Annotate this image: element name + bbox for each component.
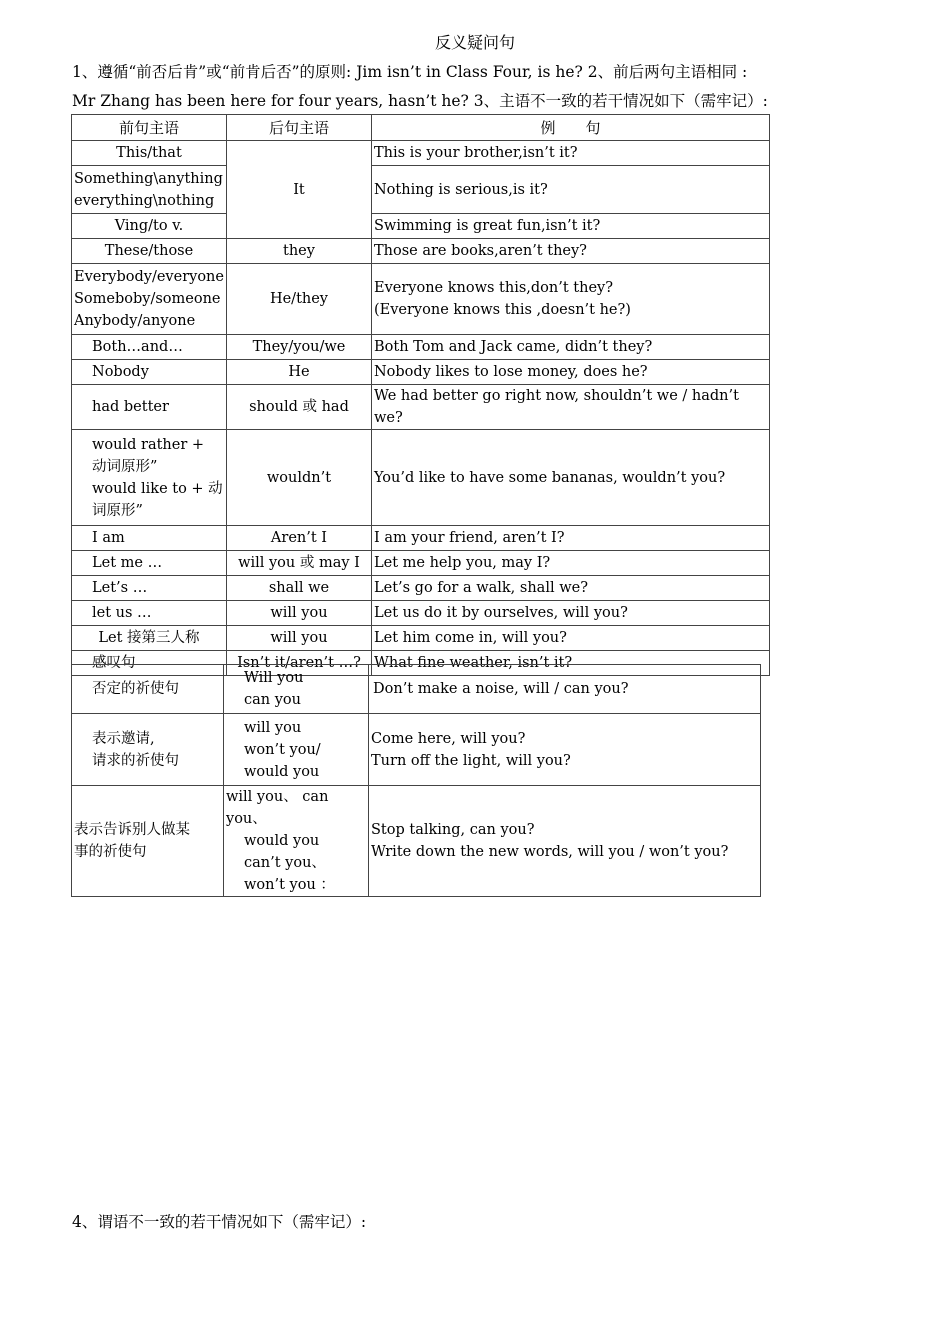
cell-line: would you xyxy=(244,763,320,780)
cell-sentence-type xyxy=(72,786,224,897)
cell-line: would like to + 动 xyxy=(92,480,223,497)
cell-example: We had better go right now, shouldn’t we / hadn’t we? xyxy=(371,385,769,430)
table-row xyxy=(72,360,770,385)
table-row xyxy=(72,430,770,526)
cell-line: would you xyxy=(244,833,320,849)
table-header-row xyxy=(72,115,770,141)
cell-line: will you xyxy=(244,719,302,736)
cell-line: 词原形” xyxy=(92,502,143,519)
cell-line: would rather + xyxy=(92,436,205,453)
cell-sentence-type xyxy=(72,714,224,786)
section-4-heading: 4、谓语不一致的若干情况如下（需牢记）: xyxy=(72,1213,367,1231)
cell-tag xyxy=(224,714,369,786)
table-row xyxy=(72,166,770,214)
subject-mismatch-table xyxy=(71,114,770,676)
cell-first-subject: let us … xyxy=(72,601,227,626)
cell-first-subject xyxy=(72,430,227,526)
cell-tag-subject: He/they xyxy=(226,264,371,335)
cell-example: Let’s go for a walk, shall we? xyxy=(371,576,769,601)
imperative-table xyxy=(71,664,761,897)
table-row xyxy=(72,264,770,335)
table-row xyxy=(72,601,770,626)
cell-line: Write down the new words, will you / won’t you? xyxy=(371,844,729,860)
cell-example: You’d like to have some bananas, wouldn’t you? xyxy=(371,430,769,526)
cell-line: will you、 can you、 xyxy=(226,789,329,827)
cell-line: won’t you/ xyxy=(244,741,321,758)
cell-tag xyxy=(224,665,369,714)
cell-tag-subject: Isn’t it/aren’t …? xyxy=(226,651,371,676)
table-row xyxy=(72,214,770,239)
cell-example: Both Tom and Jack came, didn’t they? xyxy=(371,335,769,360)
cell-first-subject xyxy=(72,264,227,335)
cell-example: Let him come in, will you? xyxy=(371,626,769,651)
cell-first-subject: Let 接第三人称 xyxy=(72,626,227,651)
intro-paragraph xyxy=(72,58,892,116)
intro-line-1: 1、遵循“前否后肯”或“前肯后否”的原则: Jim isn’t in Class Four, is he? 2、前后两句主语相同 : xyxy=(72,63,748,81)
cell-first-subject: Nobody xyxy=(72,360,227,385)
cell-tag-subject: He xyxy=(226,360,371,385)
cell-tag-subject: will you xyxy=(226,626,371,651)
cell-first-subject: had better xyxy=(72,385,227,430)
cell-line: 表示邀请, xyxy=(92,730,155,747)
cell-tag-subject: They/you/we xyxy=(226,335,371,360)
cell-first-subject: These/those xyxy=(72,239,227,264)
cell-example: Let us do it by ourselves, will you? xyxy=(371,601,769,626)
cell-line: 事的祈使句 xyxy=(74,844,147,860)
cell-sentence-type: 否定的祈使句 xyxy=(72,665,224,714)
cell-example: I am your friend, aren’t I? xyxy=(371,526,769,551)
cell-line: Will you xyxy=(244,670,304,686)
cell-tag xyxy=(224,786,369,897)
cell-tag-subject: shall we xyxy=(226,576,371,601)
cell-first-subject: Let’s … xyxy=(72,576,227,601)
cell-example: Nothing is serious,is it? xyxy=(371,166,769,214)
cell-line: Something\anything xyxy=(74,170,223,187)
cell-line: Anybody/anyone xyxy=(74,313,196,329)
cell-first-subject xyxy=(72,166,227,214)
cell-line: 动词原形” xyxy=(92,458,158,475)
cell-line: everything\nothing xyxy=(74,192,215,209)
cell-tag-subject: It xyxy=(226,141,371,239)
header-tag-subject: 后句主语 xyxy=(226,115,371,141)
cell-first-subject: Let me … xyxy=(72,551,227,576)
cell-example: What fine weather, isn’t it? xyxy=(371,651,769,676)
cell-line: Everybody/everyone xyxy=(74,269,224,285)
cell-line: won’t you ： xyxy=(244,877,335,893)
intro-line-2: Mr Zhang has been here for four years, hasn’t he? 3、主语不一致的若干情况如下（需牢记）: xyxy=(72,92,768,110)
cell-line: Someboby/someone xyxy=(74,291,221,307)
table-row xyxy=(72,526,770,551)
cell-first-subject: Both…and… xyxy=(72,335,227,360)
table-row xyxy=(72,551,770,576)
cell-example: Don’t make a noise, will / can you? xyxy=(369,665,761,714)
cell-line: (Everyone knows this ,doesn’t he?) xyxy=(373,302,631,318)
cell-line: 表示告诉别人做某 xyxy=(74,822,190,838)
table-row xyxy=(72,626,770,651)
cell-first-subject: This/that xyxy=(72,141,227,166)
cell-example xyxy=(371,264,769,335)
table-row xyxy=(72,714,761,786)
table-row xyxy=(72,576,770,601)
header-first-subject: 前句主语 xyxy=(72,115,227,141)
table-row xyxy=(72,665,761,714)
cell-example: Let me help you, may I? xyxy=(371,551,769,576)
cell-tag-subject: Aren’t I xyxy=(226,526,371,551)
table-row xyxy=(72,786,761,897)
cell-example: Those are books,aren’t they? xyxy=(371,239,769,264)
cell-line: Everyone knows this,don’t they? xyxy=(373,280,614,296)
cell-line: 请求的祈使句 xyxy=(92,752,179,769)
document-title: 反义疑问句 xyxy=(434,33,515,52)
header-example: 例 句 xyxy=(371,115,769,141)
cell-tag-subject: will you 或 may I xyxy=(226,551,371,576)
cell-first-subject: Ving/to v. xyxy=(72,214,227,239)
cell-line: Turn off the light, will you? xyxy=(371,752,571,769)
cell-tag-subject: will you xyxy=(226,601,371,626)
cell-example xyxy=(369,786,761,897)
cell-line: Come here, will you? xyxy=(371,730,526,747)
cell-example: Swimming is great fun,isn’t it? xyxy=(371,214,769,239)
cell-line: can’t you、 xyxy=(244,855,326,871)
cell-example xyxy=(369,714,761,786)
table-row xyxy=(72,385,770,430)
cell-line: Stop talking, can you? xyxy=(371,822,535,838)
table-row xyxy=(72,239,770,264)
cell-first-subject: I am xyxy=(72,526,227,551)
cell-example: This is your brother,isn’t it? xyxy=(371,141,769,166)
cell-first-subject: 感叹句 xyxy=(72,651,227,676)
table-row xyxy=(72,335,770,360)
cell-example: Nobody likes to lose money, does he? xyxy=(371,360,769,385)
table-row xyxy=(72,141,770,166)
cell-tag-subject: should 或 had xyxy=(226,385,371,430)
cell-tag-subject: they xyxy=(226,239,371,264)
cell-tag-subject: wouldn’t xyxy=(226,430,371,526)
cell-line: can you xyxy=(244,692,301,708)
